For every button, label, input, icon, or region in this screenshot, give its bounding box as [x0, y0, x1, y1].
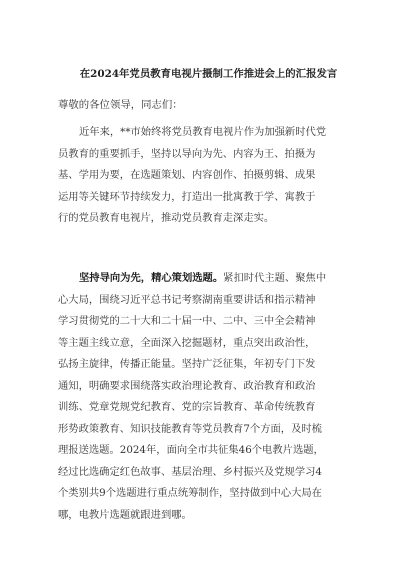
paragraph-intro	[58, 122, 358, 230]
paragraph-line: 通知，明确要求围绕落实政治理论教育、政治教育和政治	[58, 379, 316, 392]
paragraph-line: 哪，电教片选题就跟进到哪。	[58, 508, 192, 521]
paragraph-first-line	[58, 268, 358, 290]
paragraph-line: 运用等关键环节持续发力，打造出一批寓教于学、寓教于	[58, 190, 316, 203]
paragraph-line: 行的党员教育电视片，推动党员教育走深走实。	[58, 212, 275, 224]
paragraph-line: 弘扬主旋律，传播正能量。坚持广泛征集，年初专门下发	[58, 358, 316, 370]
paragraph-line: 形势政策教育、知识技能教育等党员教育7个方面，及时梳	[58, 422, 322, 435]
paragraph-line: 心大局，围绕习近平总书记考察湖南重要讲话和指示精神	[58, 293, 316, 306]
paragraph-line: 等主题主线立意，全面深入挖掘题材，重点突出政治性，	[58, 336, 316, 349]
paragraph-topic-selection	[58, 268, 358, 526]
paragraph-line: 基、学用为要，在选题策划、内容创作、拍摄剪辑、成果	[58, 169, 316, 181]
paragraph-line: 经过比选确定红色故事、基层治理、乡村振兴及党规学习4	[58, 465, 322, 478]
document-title: 在2024年党员教育电视片摄制工作推进会上的汇报发言	[79, 68, 338, 80]
paragraph-line: 训练、党章党规党纪教育、党的宗旨教育、革命传统教育	[58, 401, 316, 413]
paragraph-lead-heading: 坚持导向为先，精心策划选题。	[79, 272, 224, 284]
paragraph-line: 理报送选题。2024年，面向全市共征集46个电教片选题，	[58, 444, 324, 456]
paragraph-lead-rest: 紧扣时代主题、聚焦中	[223, 272, 327, 284]
salutation: 尊敬的各位领导，同志们：	[58, 99, 183, 111]
paragraph-line: 员教育的重要抓手，坚持以导向为先、内容为王、拍摄为	[58, 147, 316, 160]
paragraph-line: 个类别共9个选题进行重点统筹制作，坚持做到中心大局在	[58, 487, 322, 499]
paragraph-line: 近年来，**市始终将党员教育电视片作为加强新时代党	[79, 126, 327, 138]
paragraph-line: 学习贯彻党的二十大和二十届一中、二中、三中全会精神	[58, 315, 316, 327]
